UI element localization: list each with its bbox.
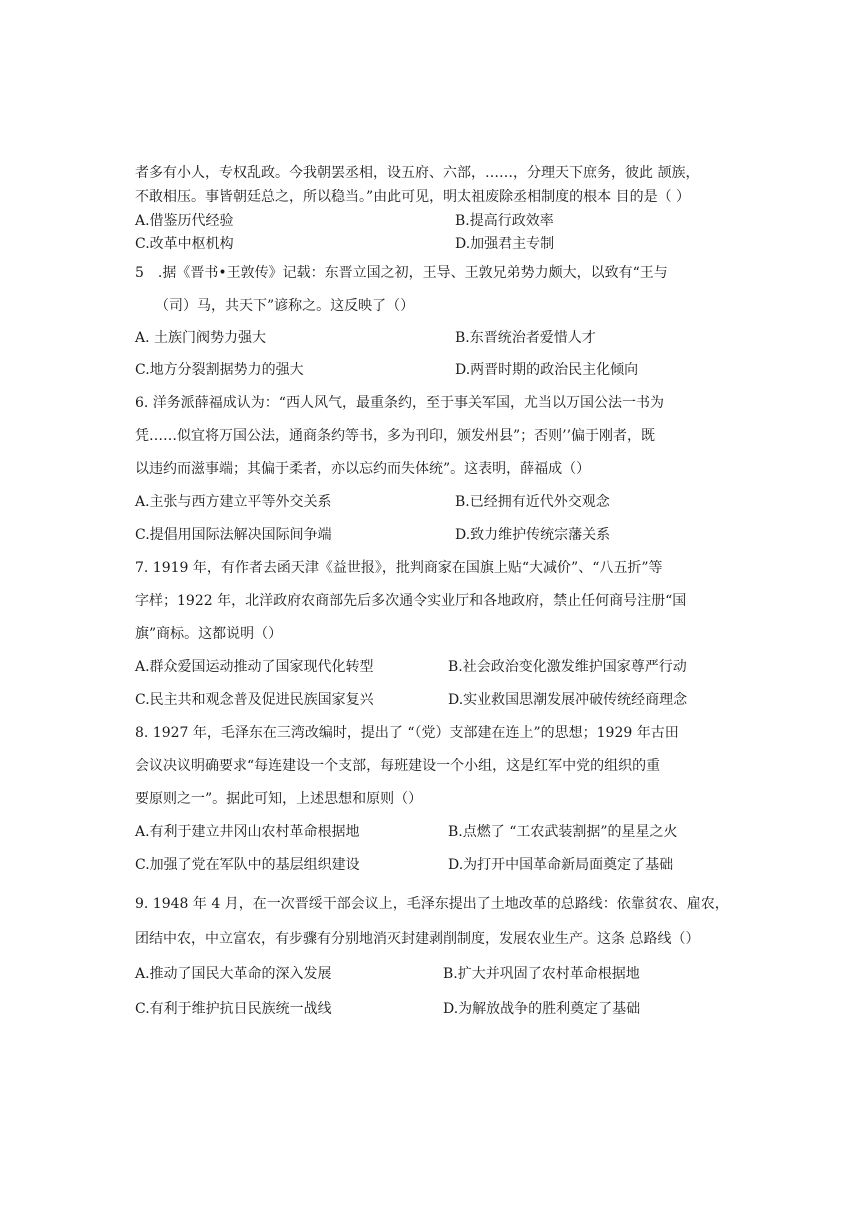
q9-option-c: C.有利于维护抗日民族统一战线	[135, 1001, 332, 1017]
q7-option-a: A.群众爱国运动推动了国家现代化转型	[135, 659, 374, 675]
q5-option-a: A. 土族门阀势力强大	[135, 330, 267, 346]
q4-stem-line-1: 者多有小人，专权乱政。今我朝罢丞相，设五府、六部，……，分理天下庶务，彼此 颉族，	[135, 165, 700, 181]
q8-stem-line-2: 会议决议明确要求“每连建设一个支部，每班建设一个小组，这是红军中党的组织的重	[135, 758, 661, 774]
q7-option-c: C.民主共和观念普及促进民族国家复兴	[135, 692, 374, 708]
q8-option-c: C.加强了党在军队中的基层组织建设	[135, 857, 360, 873]
q4-stem-line-2: 不敢相压。事皆朝廷总之，所以稳当。”由此可见，明太祖废除丞相制度的根本 目的是（ ）	[135, 189, 691, 205]
q6-option-a: A.主张与西方建立平等外交关系	[135, 494, 332, 510]
q7-stem-line-3: 旗”商标。这都说明（）	[135, 626, 283, 642]
q5-option-b: B.东晋统治者爱惜人才	[455, 330, 596, 346]
q7-stem-line-2: 字样；1922 年，北洋政府农商部先后多次通令实业厅和各地政府，禁止任何商号注册“国	[135, 593, 687, 609]
q6-option-c: C.提倡用国际法解决国际间争端	[135, 527, 332, 543]
q8-option-d: D.为打开中国革命新局面奠定了基础	[448, 857, 674, 873]
q7-option-b: B.社会政治变化激发维护国家尊严行动	[448, 659, 687, 675]
q7-option-d: D.实业救国思潮发展冲破传统经商理念	[448, 692, 688, 708]
q6-stem-line-3: 以违约而滋事端；其偏于柔者，亦以忘约而失体统”。这表明，薛福成（）	[135, 461, 591, 477]
q4-option-c: C.改革中枢机构	[135, 236, 234, 252]
q8-option-a: A.有利于建立井冈山农村革命根据地	[135, 824, 360, 840]
q5-stem-line-1: 5 .据《晋书•王敦传》记载：东晋立国之初，王导、王敦兄弟势力颇大，以致有“王与	[135, 265, 668, 281]
q4-option-b: B.提高行政效率	[455, 213, 554, 229]
q9-stem-line-2: 团结中农，中立富农，有步骤有分别地消灭封建剥削制度，发展农业生产。这条 总路线（）	[135, 931, 700, 947]
q6-option-b: B.已经拥有近代外交观念	[455, 494, 610, 510]
q6-stem-line-2: 凭……似宜将万国公法，通商条约等书，多为刊印，颁发州县”；否则’’偏于刚者，既	[135, 428, 656, 444]
q9-option-b: B.扩大并巩固了农村革命根据地	[443, 966, 640, 982]
q8-stem-line-1: 8. 1927 年，毛泽东在三湾改编时，提出了 “（党）支部建在连上”的思想；1929 年古田	[135, 725, 679, 741]
q5-stem-line-2: （司）马，共天下”谚称之。这反映了（）	[155, 298, 415, 314]
q5-option-c: C.地方分裂割据势力的强大	[135, 362, 304, 378]
q6-option-d: D.致力维护传统宗藩关系	[455, 527, 611, 543]
q8-stem-line-3: 要原则之一”。据此可知，上述思想和原则（）	[135, 791, 423, 807]
q9-stem-line-1: 9. 1948 年 4 月，在一次晋绥干部会议上，毛泽东提出了土地改革的总路线：依靠贫农、雇农，	[135, 896, 729, 912]
q6-stem-line-1: 6. 洋务派薛福成认为：“西人风气，最重条约，至于事关军国，尤当以万国公法一书为	[135, 395, 664, 411]
q9-option-a: A.推动了国民大革命的深入发展	[135, 966, 332, 982]
q4-option-d: D.加强君主专制	[455, 236, 555, 252]
q5-option-d: D.两晋时期的政治民主化倾向	[455, 362, 639, 378]
q9-option-d: D.为解放战争的胜利奠定了基础	[443, 1001, 641, 1017]
q8-option-b: B.点燃了 “工农武装割据”的星星之火	[448, 824, 678, 840]
q4-option-a: A.借鉴历代经验	[135, 213, 234, 229]
q7-stem-line-1: 7. 1919 年，有作者去函天津《益世报》，批判商家在国旗上贴“大减价”、“八五折”等	[135, 560, 663, 576]
